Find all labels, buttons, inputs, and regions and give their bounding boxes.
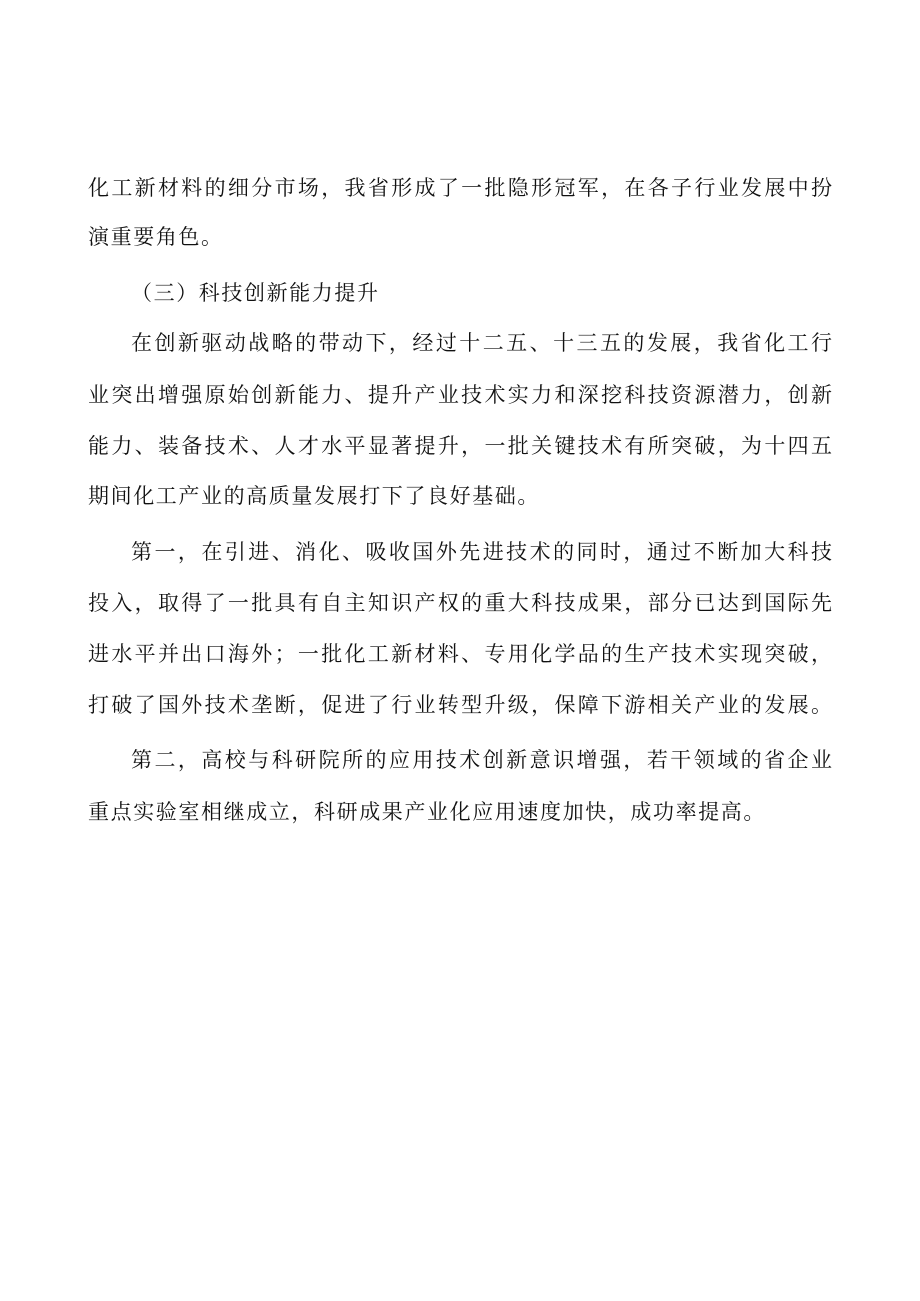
paragraph-line: 期间化工产业的高质量发展打下了良好基础。 [88,484,540,508]
paragraph-line: 投入，取得了一批具有自主知识产权的重大科技成果，部分已达到国际先 [88,591,832,615]
paragraph-line: 能力、装备技术、人才水平显著提升，一批关键技术有所突破，为十四五 [88,434,832,458]
paragraph-line: 业突出增强原始创新能力、提升产业技术实力和深挖科技资源潜力，创新 [88,383,832,407]
paragraph-line: 第二，高校与科研院所的应用技术创新意识增强，若干领域的省企业 [131,748,832,772]
paragraph-line: 进水平并出口海外；一批化工新材料、专用化学品的生产技术实现突破， [88,642,832,666]
paragraph-line: 演重要角色。 [88,225,224,249]
paragraph-line: 在创新驱动战略的带动下，经过十二五、十三五的发展，我省化工行 [131,331,832,355]
paragraph-line: 第一，在引进、消化、吸收国外先进技术的同时，通过不断加大科技 [131,540,832,564]
paragraph-line: 化工新材料的细分市场，我省形成了一批隐形冠军，在各子行业发展中扮 [88,176,832,200]
paragraph-line: 打破了国外技术垄断，促进了行业转型升级，保障下游相关产业的发展。 [88,693,832,717]
section-heading: （三）科技创新能力提升 [131,281,380,305]
paragraph-line: 重点实验室相继成立，科研成果产业化应用速度加快，成功率提高。 [88,800,766,824]
